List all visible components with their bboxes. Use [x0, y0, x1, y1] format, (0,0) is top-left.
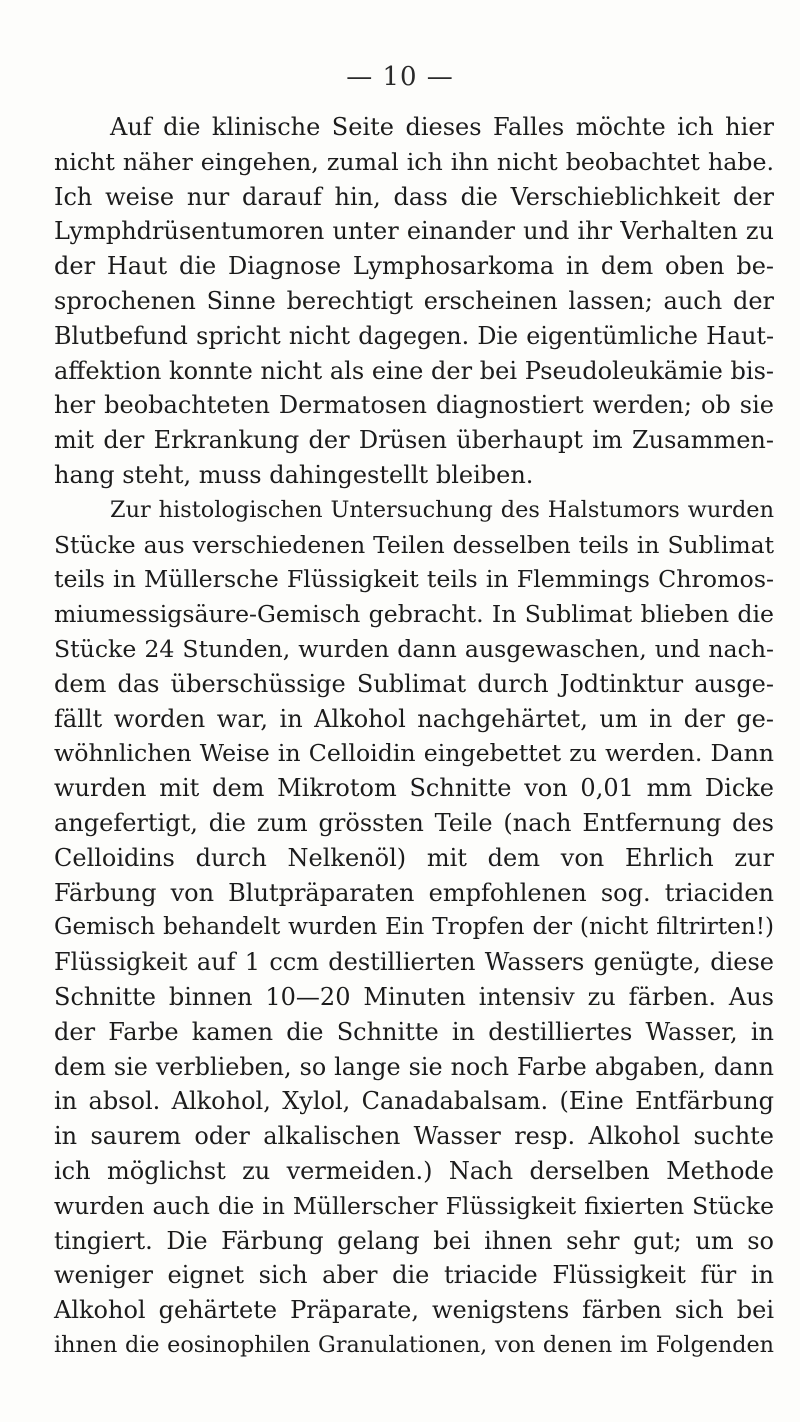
- text-line: Färbung von Blutpräparaten empfohlenen sog. triaciden: [54, 878, 774, 907]
- text-line: Lymphdrüsentumoren unter einander und ihr Verhalten zu: [54, 217, 774, 246]
- text-line: der Haut die Diagnose Lymphosarkoma in dem oben be-: [54, 252, 774, 281]
- text-line: Alkohol gehärtete Präparate, wenigstens färben sich bei: [54, 1296, 774, 1325]
- text-line: wöhnlichen Weise in Celloidin eingebettet zu werden. Dann: [54, 739, 774, 768]
- page-number: — 10 —: [346, 62, 454, 92]
- text-line: Auf die klinische Seite dieses Falles möchte ich hier: [110, 113, 774, 141]
- text-line: Schnitte binnen 10—20 Minuten intensiv zu färben. Aus: [54, 982, 774, 1011]
- text-line: weniger eignet sich aber die triacide Flüssigkeit für in: [54, 1261, 774, 1290]
- text-line: hang steht, muss dahingestellt bleiben.: [54, 460, 534, 489]
- text-line: her beobachteten Dermatosen diagnostiert werden; ob sie: [54, 391, 774, 420]
- text-line: Celloidins durch Nelkenöl) mit dem von Ehrlich zur: [54, 843, 774, 872]
- text-line: angefertigt, die zum grössten Teile (nach Entfernung des: [54, 808, 774, 837]
- text-line: mit der Erkrankung der Drüsen überhaupt im Zusammen-: [54, 426, 774, 455]
- text-line: teils in Müllersche Flüssigkeit teils in Flemmings Chromos-: [54, 565, 774, 594]
- text-line: wurden mit dem Mikrotom Schnitte von 0,01 mm Dicke: [54, 774, 774, 803]
- text-line: Gemisch behandelt wurden Ein Tropfen der (nicht filtrirten!): [54, 914, 774, 941]
- text-line: Zur histologischen Untersuchung des Halstumors wurden: [110, 496, 774, 523]
- text-line: nicht näher eingehen, zumal ich ihn nicht beobachtet habe.: [54, 147, 774, 176]
- text-line: fällt worden war, in Alkohol nachgehärtet, um in der ge-: [54, 704, 774, 733]
- paragraph-histology: [54, 493, 774, 1363]
- text-line: Stücke 24 Stunden, wurden dann ausgewaschen, und nach-: [54, 634, 774, 663]
- text-line: affektion konnte nicht als eine der bei Pseudoleukämie bis-: [54, 356, 774, 385]
- text-line: sprochenen Sinne berechtigt erscheinen lassen; auch der: [54, 286, 774, 315]
- text-line: Stücke aus verschiedenen Teilen desselben teils in Sublimat: [54, 530, 774, 559]
- text-line: tingiert. Die Färbung gelang bei ihnen sehr gut; um so: [54, 1226, 774, 1255]
- text-line: Blutbefund spricht nicht dagegen. Die eigentümliche Haut-: [54, 321, 774, 350]
- text-line: dem sie verblieben, so lange sie noch Farbe abgaben, dann: [54, 1052, 774, 1081]
- text-line: ihnen die eosinophilen Granulationen, von denen im Folgenden: [54, 1331, 774, 1358]
- text-line: Flüssigkeit auf 1 ccm destillierten Wassers genügte, diese: [54, 948, 774, 977]
- text-line: Ich weise nur darauf hin, dass die Verschieblichkeit der: [54, 182, 774, 211]
- text-line: in absol. Alkohol, Xylol, Canadabalsam. (Eine Entfärbung: [54, 1087, 774, 1116]
- text-line: der Farbe kamen die Schnitte in destilliertes Wasser, in: [54, 1017, 774, 1046]
- text-line: wurden auch die in Müllerscher Flüssigkeit fixierten Stücke: [54, 1191, 774, 1220]
- text-line: ich möglichst zu vermeiden.) Nach derselben Methode: [54, 1156, 774, 1185]
- body-text: [54, 110, 774, 1363]
- text-line: in saurem oder alkalischen Wasser resp. Alkohol suchte: [54, 1122, 774, 1151]
- paragraph-clinical: [54, 110, 774, 493]
- text-line: dem das überschüssige Sublimat durch Jodtinktur ausge-: [54, 669, 774, 698]
- text-line: miumessigsäure-Gemisch gebracht. In Sublimat blieben die: [54, 600, 774, 629]
